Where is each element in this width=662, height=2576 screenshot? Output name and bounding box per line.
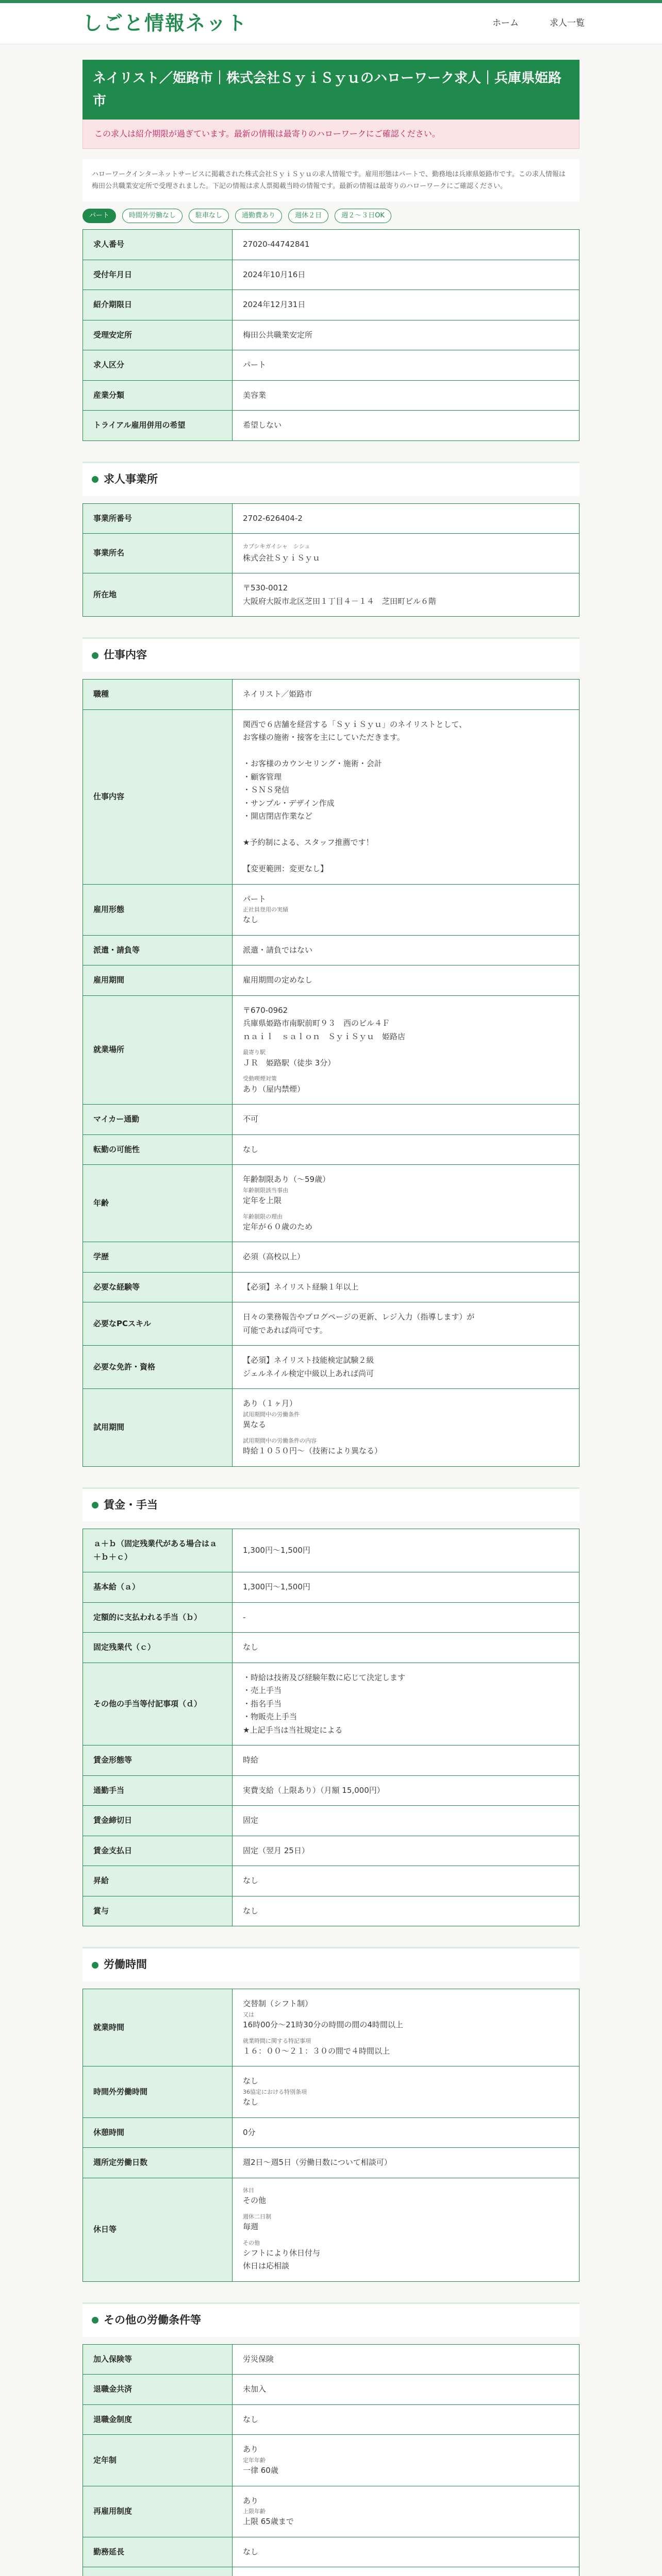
row-label: 賃金支払日	[83, 1836, 233, 1866]
hours-table	[82, 1989, 580, 2282]
main-nav	[492, 16, 585, 31]
table-row	[83, 1105, 580, 1135]
shift-type: 交替制（シフト制）	[243, 1999, 313, 2009]
expired-notice: この求人は紹介期限が過ぎています。最新の情報は最寄りのハローワークにご確認ください。	[82, 120, 580, 148]
table-row	[83, 2486, 580, 2537]
sub-label: 又は	[243, 2011, 254, 2018]
page-title: ネイリスト／姫路市｜株式会社ＳｙｉＳｙｕのハローワーク求人｜兵庫県姫路市	[82, 60, 580, 120]
table-row	[83, 2178, 580, 2281]
row-label: 就業時間	[83, 1989, 233, 2066]
other-conditions-table	[82, 2344, 580, 2576]
sub-label: その他	[243, 2239, 260, 2246]
table-row	[83, 1346, 580, 1389]
trial-period: あり（１ヶ月）	[243, 1399, 297, 1409]
office-table	[82, 503, 580, 617]
table-row	[83, 884, 580, 935]
table-row	[83, 1272, 580, 1302]
row-label: 必要なPCスキル	[83, 1302, 233, 1346]
row-value: 固定（翌月 25日）	[233, 1836, 580, 1866]
table-row	[83, 1989, 580, 2066]
two-day-weekend: 毎週	[243, 2222, 259, 2232]
row-label: 通勤手当	[83, 1775, 233, 1806]
table-row	[83, 1242, 580, 1273]
office-name-cell	[233, 534, 580, 573]
row-value: なし	[233, 2537, 580, 2567]
table-row	[83, 1134, 580, 1165]
row-label: 退職金共済	[83, 2375, 233, 2405]
tag-no-overtime: 時間外労働なし	[122, 209, 183, 223]
office-name-kana: カブシキガイシャ シシュ	[243, 543, 310, 550]
holiday-cell	[233, 2178, 580, 2281]
table-row	[83, 2066, 580, 2117]
age-reason-detail: 定年が６０歳のため	[243, 1222, 313, 1231]
row-value: パート	[233, 350, 580, 381]
table-row	[83, 503, 580, 534]
sub-label: 試用期間中の労働条件	[243, 1411, 300, 1418]
table-row	[83, 1165, 580, 1242]
sub-label: 受動喫煙対策	[243, 1075, 277, 1082]
rehire: あり	[243, 2496, 259, 2505]
sub-label: 年齢制限の理由	[243, 1213, 283, 1220]
row-label: 派遣・請負等	[83, 935, 233, 965]
row-label: 必要な免許・資格	[83, 1346, 233, 1389]
row-value: 1,300円〜1,500円	[233, 1572, 580, 1603]
row-label: 定額的に支払われる手当（ｂ）	[83, 1602, 233, 1633]
table-row	[83, 534, 580, 573]
table-row	[83, 2435, 580, 2486]
sub-label: 試用期間中の労働条件の内容	[243, 1437, 317, 1444]
row-value: なし	[233, 1866, 580, 1896]
site-logo[interactable]: しごと情報ネット	[82, 11, 248, 35]
trial-cell	[233, 1389, 580, 1466]
row-value: 1,300円〜1,500円	[233, 1529, 580, 1572]
dispatch: 派遣・請負ではない	[233, 935, 580, 965]
section-bullet-icon	[92, 1502, 98, 1509]
row-label: 勤務延長	[83, 2537, 233, 2567]
table-row	[83, 709, 580, 884]
education: 必須（高校以上）	[233, 1242, 580, 1273]
row-label: マイカー通勤	[83, 1105, 233, 1135]
table-row	[83, 1836, 580, 1866]
sub-label: 年齢制限該当事由	[243, 1187, 288, 1194]
retirement-age: 一律 60歳	[243, 2466, 278, 2476]
section-bullet-icon	[92, 1962, 98, 1969]
table-row	[83, 2537, 580, 2567]
table-row	[83, 2404, 580, 2435]
row-value: 実費支給（上限あり）（月額 15,000円）	[233, 1775, 580, 1806]
row-value: なし	[233, 1633, 580, 1663]
workplace-address: 〒670-0962 兵庫県姫路市南駅前町９３ 西のビル４Ｆ ｎａｉｌ ｓａｌｏｎ ＳｙｉＳｙｕ 姫路店	[243, 1005, 406, 1041]
holiday-other: シフトにより休日付与 休日は応相談	[243, 2248, 321, 2271]
row-label: 固定残業代（ｃ）	[83, 1633, 233, 1663]
section-heading-other: その他の労働条件等	[82, 2302, 580, 2337]
row-label: 求人区分	[83, 350, 233, 381]
table-row	[83, 2344, 580, 2375]
row-value: 希望しない	[233, 411, 580, 441]
row-label: 賃金形態等	[83, 1745, 233, 1776]
row-label: 加入保険等	[83, 2344, 233, 2375]
table-row	[83, 290, 580, 320]
car-commute: 不可	[233, 1105, 580, 1135]
row-value: 2024年10月16日	[233, 260, 580, 290]
row-value: 時給	[233, 1745, 580, 1776]
work-days: 週2日〜週5日（労働日数について相談可）	[233, 2148, 580, 2178]
table-row	[83, 1602, 580, 1633]
sub-label: 就業時間に関する特記事項	[243, 2037, 311, 2044]
row-label: 産業分類	[83, 380, 233, 411]
table-row	[83, 1529, 580, 1572]
row-value: -	[233, 1602, 580, 1633]
tag-part-time: パート	[82, 209, 116, 223]
row-label: 雇用期間	[83, 965, 233, 996]
overtime-special: なし	[243, 2097, 259, 2107]
table-row	[83, 380, 580, 411]
row-label: 退職金制度	[83, 2404, 233, 2435]
row-label: その他の手当等付記事項（ｄ）	[83, 1663, 233, 1745]
row-value: 27020-44742841	[233, 230, 580, 260]
table-row	[83, 260, 580, 290]
pc-skills: 日々の業務報告やブログページの更新、レジ入力（指導します）が 可能であれば尚可です。	[233, 1302, 580, 1346]
table-row	[83, 1775, 580, 1806]
trial-condition: 異なる	[243, 1420, 267, 1430]
rehire-age: 上限 65歳まで	[243, 2517, 294, 2527]
row-label: 昇給	[83, 1866, 233, 1896]
office-number: 2702-626404-2	[233, 503, 580, 534]
row-value: なし	[233, 2404, 580, 2435]
section-bullet-icon	[92, 652, 98, 659]
nav-job-list-link[interactable]: 求人一覧	[550, 18, 585, 29]
table-row	[83, 1866, 580, 1896]
nav-home-link[interactable]: ホーム	[492, 18, 519, 29]
row-value: 労災保険	[233, 2344, 580, 2375]
table-row	[83, 320, 580, 350]
table-row	[83, 230, 580, 260]
table-row	[83, 935, 580, 965]
office-address: 〒530-0012 大阪府大阪市北区芝田１丁目４－１４ 芝田町ビル６階	[233, 573, 580, 617]
row-label: 就業場所	[83, 995, 233, 1104]
age-cell	[233, 1165, 580, 1242]
employment-cell	[233, 884, 580, 935]
sub-label: 36協定における特別条項	[243, 2088, 307, 2095]
employment-period: 雇用期間の定めなし	[233, 965, 580, 996]
wage-table	[82, 1529, 580, 1926]
row-label: 事業所名	[83, 534, 233, 573]
smoking-policy: あり（屋内禁煙）	[243, 1084, 305, 1094]
row-label: 時間外労働時間	[83, 2066, 233, 2117]
nearest-station: ＪＲ 姫路駅（徒歩 3分）	[243, 1058, 336, 1067]
row-label	[83, 2567, 233, 2576]
table-row	[83, 680, 580, 710]
break-time: 0分	[233, 2117, 580, 2148]
work-time-range: 16時00分〜21時30分の時間の間の4時間以上	[243, 2020, 403, 2029]
row-value: 2024年12月31日	[233, 290, 580, 320]
row-label: 紹介期限日	[83, 290, 233, 320]
row-value: ・時給は技術及び経験年数に応じて決定します ・売上手当 ・指名手当 ・物販売上手当 ★上記手当は当社規定による	[233, 1663, 580, 1745]
row-value: 梅田公共職業安定所	[233, 320, 580, 350]
row-label: 休憩時間	[83, 2117, 233, 2148]
holiday: その他	[243, 2196, 267, 2206]
row-label: 職種	[83, 680, 233, 710]
site-header	[0, 3, 662, 44]
sub-label: 上限年齢	[243, 2508, 266, 2515]
rehire-cell	[233, 2486, 580, 2537]
main-content	[82, 44, 580, 2576]
sub-label: 最寄り駅	[243, 1049, 266, 1056]
row-value: 固定	[233, 1806, 580, 1836]
row-label: 求人番号	[83, 230, 233, 260]
row-label: 週所定労働日数	[83, 2148, 233, 2178]
employment: パート	[243, 894, 267, 904]
table-row	[83, 1806, 580, 1836]
row-label: 賃金締切日	[83, 1806, 233, 1836]
row-label: 必要な経験等	[83, 1272, 233, 1302]
section-heading-wage: 賃金・手当	[82, 1487, 580, 1522]
tag-2-3-days-ok: 週２〜３日OK	[335, 209, 391, 223]
table-row	[83, 2148, 580, 2178]
trial-detail: 時給１０５０円～（技術により異なる）	[243, 1446, 383, 1456]
section-heading-job: 仕事内容	[82, 637, 580, 672]
sub-label: 定年年齢	[243, 2456, 266, 2464]
table-row	[83, 1745, 580, 1776]
table-row	[83, 1663, 580, 1745]
work-time-note: １６：００〜２１：３０の間で４時間以上	[243, 2046, 390, 2056]
row-value: なし	[233, 1896, 580, 1926]
occupation: ネイリスト／姫路市	[233, 680, 580, 710]
experience: 【必須】ネイリスト経験１年以上	[233, 1272, 580, 1302]
work-hours-cell	[233, 1989, 580, 2066]
tag-two-days-off: 週休２日	[288, 209, 328, 223]
table-row	[83, 965, 580, 996]
table-row	[83, 573, 580, 617]
tag-no-parking: 駐車なし	[189, 209, 229, 223]
basic-info-table	[82, 229, 580, 441]
retirement: あり	[243, 2445, 259, 2454]
age-limit: 年齢制限あり（～59歳）	[243, 1175, 330, 1184]
row-label: 受付年月日	[83, 260, 233, 290]
table-row	[83, 411, 580, 441]
job-disclaimer: ハローワークインターネットサービスに掲載された株式会社ＳｙｉＳｙｕの求人情報です。雇用形態はパートで、勤務地は兵庫県姫路市です。この求人情報は梅田公共職業安定所で受理されました。下記の情報は求人票掲載当時の情報です。最新の情報は最寄りのハローワークにご確認ください。	[82, 159, 580, 202]
sub-label: 正社員登用の実績	[243, 906, 288, 913]
row-label: 再雇用制度	[83, 2486, 233, 2537]
row-label: 試用期間	[83, 1389, 233, 1466]
tag-commute-allowance: 通勤費あり	[235, 209, 282, 223]
section-bullet-icon	[92, 476, 98, 483]
row-value	[233, 2567, 580, 2576]
row-label: トライアル雇用併用の希望	[83, 411, 233, 441]
licenses: 【必須】ネイリスト技能検定試験２級 ジェルネイル検定中級以上あれば尚可	[233, 1346, 580, 1389]
row-label: 年齢	[83, 1165, 233, 1242]
table-row	[83, 350, 580, 381]
row-label: ａ＋ｂ（固定残業代がある場合はａ＋ｂ＋ｃ）	[83, 1529, 233, 1572]
row-value: 美容業	[233, 380, 580, 411]
regular-record: なし	[243, 915, 259, 925]
retirement-cell	[233, 2435, 580, 2486]
table-row	[83, 1896, 580, 1926]
table-row	[83, 2567, 580, 2576]
workplace-cell	[233, 995, 580, 1104]
table-row	[83, 1572, 580, 1603]
row-label: 仕事内容	[83, 709, 233, 884]
row-label: 雇用形態	[83, 884, 233, 935]
section-heading-hours: 労働時間	[82, 1947, 580, 1981]
table-row	[83, 2375, 580, 2405]
feature-tags	[82, 209, 580, 223]
row-label: 事業所番号	[83, 503, 233, 534]
row-label: 受理安定所	[83, 320, 233, 350]
row-label: 学歴	[83, 1242, 233, 1273]
overtime: なし	[243, 2076, 259, 2086]
row-label: 所在地	[83, 573, 233, 617]
sub-label: 週休二日制	[243, 2213, 271, 2220]
age-reason: 定年を上限	[243, 1196, 282, 1206]
table-row	[83, 2117, 580, 2148]
sub-label: 休日	[243, 2187, 254, 2194]
overtime-cell	[233, 2066, 580, 2117]
table-row	[83, 1389, 580, 1466]
section-bullet-icon	[92, 2317, 98, 2324]
transfer: なし	[233, 1134, 580, 1165]
job-content: 関西で６店舗を経営する「ＳｙｉＳｙｕ」のネイリストとして、 お客様の施術・接客を主にしていただきます。 ・お客様のカウンセリング・施術・会計 ・顧客管理 ・ＳＮＳ発信 ・サンプル・デザイン作成 ・開店閉店作業など ★予約制による、スタッフ推薦です！ 【変更範囲：変更なし】	[233, 709, 580, 884]
row-label: 転勤の可能性	[83, 1134, 233, 1165]
table-row	[83, 1302, 580, 1346]
row-value: 未加入	[233, 2375, 580, 2405]
row-label: 定年制	[83, 2435, 233, 2486]
section-heading-office: 求人事業所	[82, 462, 580, 496]
job-table	[82, 679, 580, 1467]
row-label: 休日等	[83, 2178, 233, 2281]
office-name: 株式会社ＳｙｉＳｙｕ	[243, 553, 321, 563]
table-row	[83, 1633, 580, 1663]
table-row	[83, 995, 580, 1104]
row-label: 基本給（ａ）	[83, 1572, 233, 1603]
row-label: 賞与	[83, 1896, 233, 1926]
